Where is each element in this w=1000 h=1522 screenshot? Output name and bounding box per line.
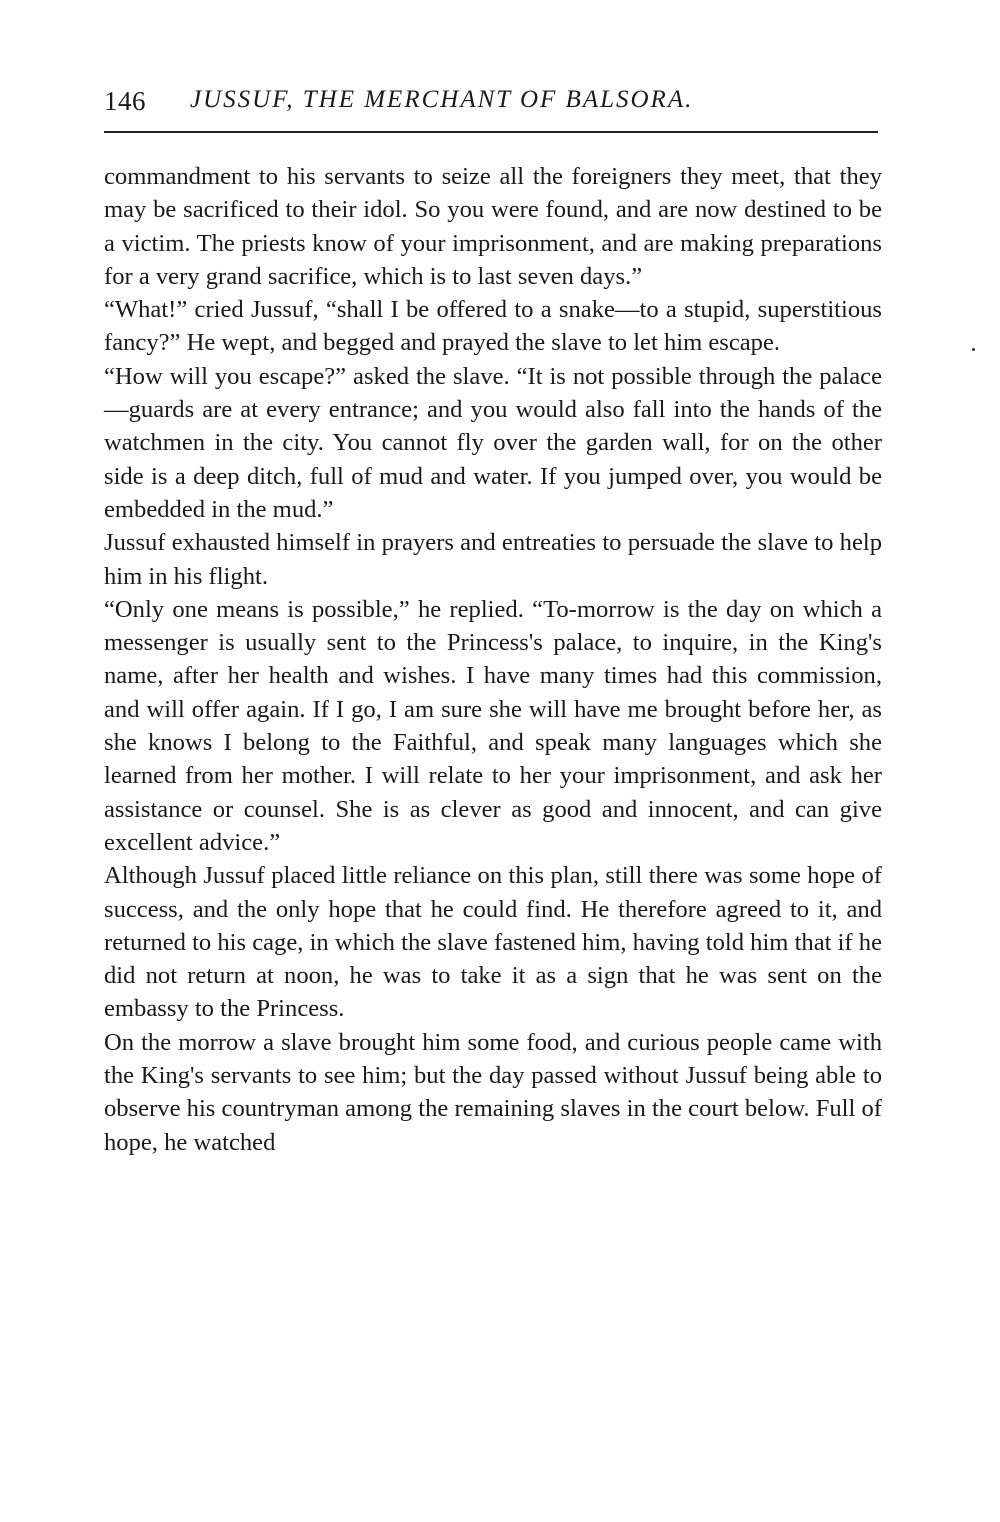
page-number: 146 <box>104 86 146 116</box>
paragraph-3: “How will you escape?” asked the slave. “It is not possible through the palace—guards are at every entrance; and you would also fall into the hands of the watchmen in the city. You cannot fly over the garden wall, for on the other side is a deep ditch, full of mud and water. If you jumped over, you would be embedded in the mud.” <box>104 362 882 523</box>
ink-speck <box>972 348 975 351</box>
paragraph-6: Although Jussuf placed little reliance on this plan, still there was some hope of success, and the only hope that he could find. He therefore agreed to it, and returned to his cage, in which the slave fastened him, having told him that if he did not return at noon, he was to take it as a sign that he was sent on the embassy to the Princess. <box>104 862 882 1023</box>
header-rule <box>104 131 878 133</box>
paragraph-1: commandment to his servants to seize all the foreigners they meet, that they may be sacrificed to their idol. So you were found, and are now destined to be a victim. The priests know of your imprisonment, and are making preparations for a very grand sacrifice, which is to last seven days.” <box>104 163 882 290</box>
paragraph-2: “What!” cried Jussuf, “shall I be offered to a snake—to a stupid, superstitious fancy?” He wept, and begged and prayed the slave to let him escape. <box>104 296 882 357</box>
paragraph-7: On the morrow a slave brought him some food, and curious people came with the King's servants to see him; but the day passed without Jussuf being able to observe his countryman among the remaining slaves in the court below. Full of hope, he watched <box>104 1028 882 1156</box>
running-title: JUSSUF, THE MERCHANT OF BALSORA. <box>190 86 694 113</box>
paragraph-5: “Only one means is possible,” he replied. “To-morrow is the day on which a messenger is usually sent to the Princess's palace, to inquire, in the King's name, after her health and wishes. I have many times had this commission, and will offer again. If I go, I am sure she will have me brought before her, as she knows I belong to the Faithful, and speak many languages which she learned from her mother. I will relate to her your imprisonment, and ask her assistance or counsel. She is as clever as good and innocent, and can give excellent advice.” <box>104 595 882 856</box>
page-header <box>104 86 882 126</box>
paragraph-4: Jussuf exhausted himself in prayers and entreaties to persuade the slave to help him in his flight. <box>104 529 882 590</box>
body-text <box>104 160 882 1159</box>
